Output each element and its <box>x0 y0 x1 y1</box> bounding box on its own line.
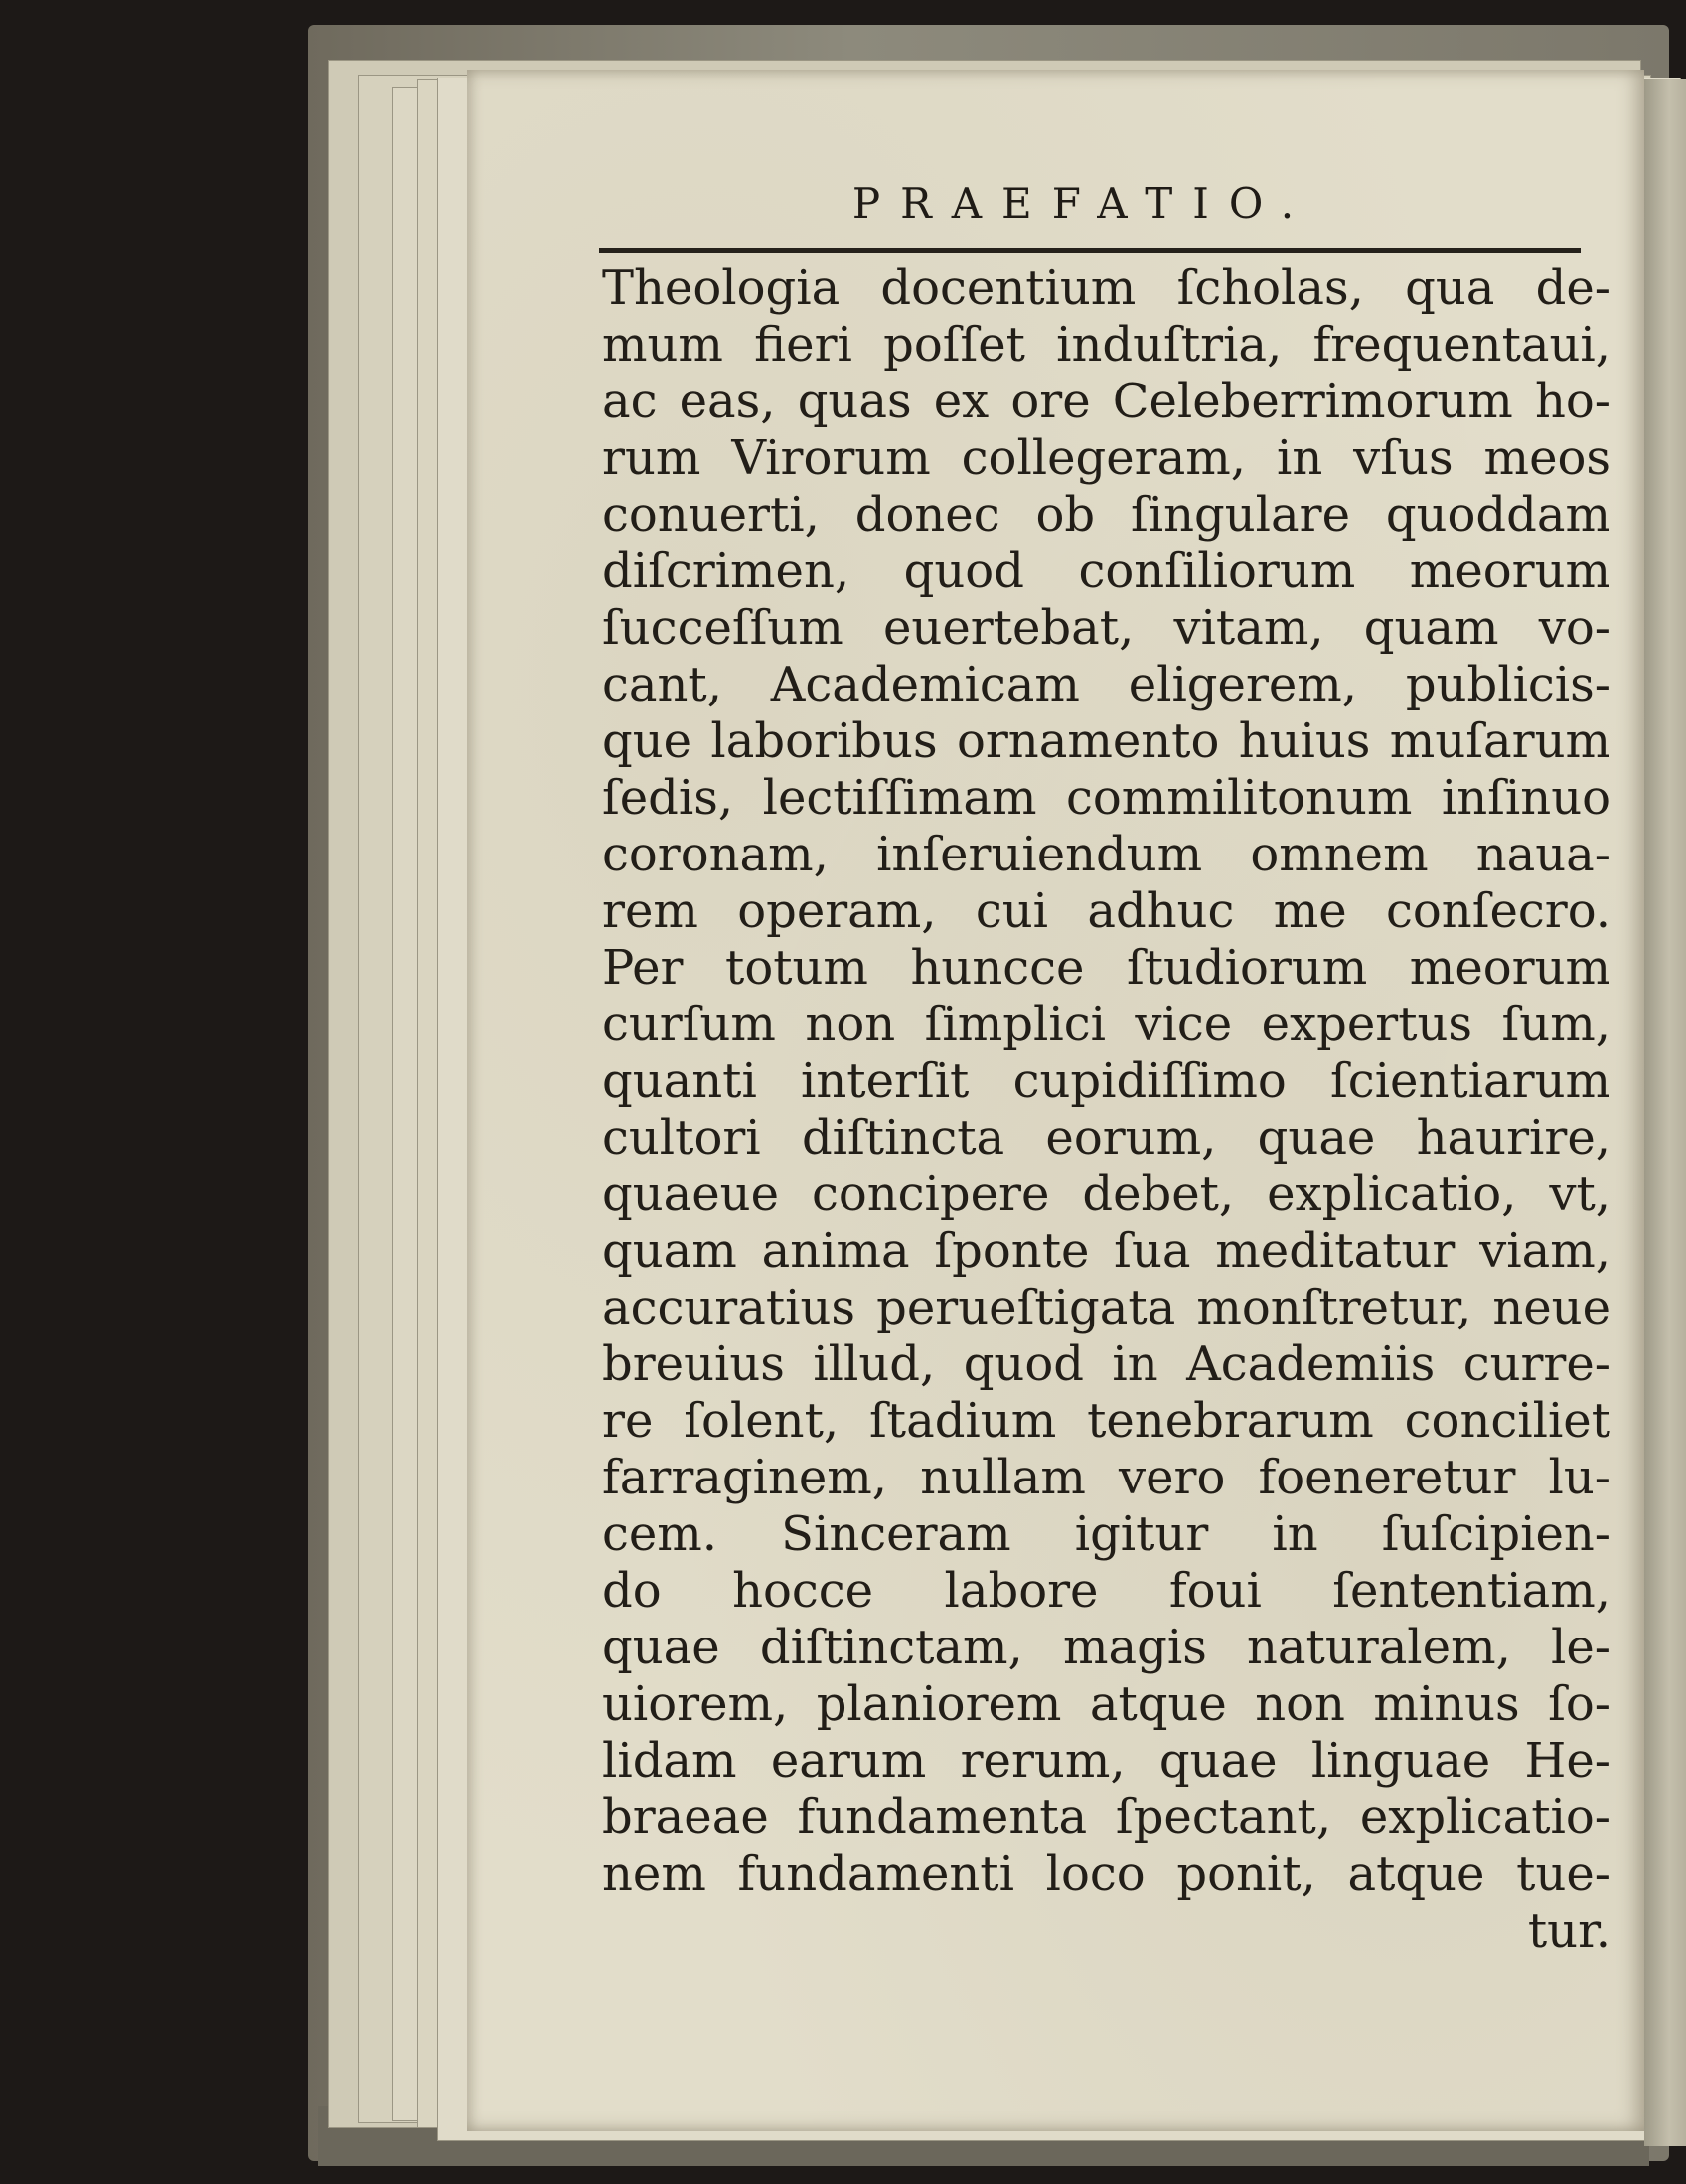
text-line: rum Virorum collegeram, in vſus meos <box>602 430 1610 486</box>
text-line: braeae fundamenta ſpectant, explicatio- <box>602 1790 1610 1845</box>
text-line: Theologia docentium ſcholas, qua de- <box>602 260 1610 316</box>
text-line: re ſolent, ſtadium tenebrarum conciliet <box>602 1393 1610 1449</box>
text-line: coronam, inſeruiendum omnem naua- <box>602 827 1610 882</box>
text-line: curſum non ſimplici vice expertus ſum, <box>602 997 1610 1052</box>
text-line: conuerti, donec ob ſingulare quoddam <box>602 487 1610 543</box>
text-line: quanti interſit cupidiſſimo ſcientiarum <box>602 1053 1610 1109</box>
text-line: ſucceſſum euertebat, vitam, quam vo- <box>602 600 1610 656</box>
text-line: uiorem, planiorem atque non minus ſo- <box>602 1676 1610 1732</box>
text-line: quae diſtinctam, magis naturalem, le- <box>602 1620 1610 1675</box>
text-line: cultori diſtincta eorum, quae haurire, <box>602 1110 1610 1166</box>
text-line: rem operam, cui adhuc me conſecro. <box>602 883 1610 939</box>
text-line: cem. Sinceram igitur in ſuſcipien- <box>602 1506 1610 1562</box>
text-line: ſedis, lectiſſimam commilitonum inſinuo <box>602 770 1610 826</box>
text-line: ac eas, quas ex ore Celeberrimorum ho- <box>602 374 1610 429</box>
text-line: do hocce labore foui ſententiam, <box>602 1563 1610 1619</box>
text-line: breuius illud, quod in Academiis curre- <box>602 1336 1610 1392</box>
text-line: quaeue concipere debet, explicatio, vt, <box>602 1167 1610 1222</box>
text-line: accuratius perueſtigata monſtretur, neue <box>602 1280 1610 1335</box>
text-line: farraginem, nullam vero foeneretur lu- <box>602 1450 1610 1505</box>
text-line: quam anima ſponte ſua meditatur viam, <box>602 1223 1610 1279</box>
body-text <box>602 260 1610 1959</box>
text-line: mum fieri poſſet induſtria, frequentaui, <box>602 317 1610 373</box>
text-line: Per totum huncce ſtudiorum meorum <box>602 940 1610 996</box>
header-rule <box>599 248 1581 253</box>
text-line: cant, Academicam eligerem, publicis- <box>602 657 1610 712</box>
catchword: tur. <box>1527 1903 1610 1958</box>
text-line: que laboribus ornamento huius muſarum <box>602 713 1610 769</box>
text-line: nem fundamenti loco ponit, atque tue- <box>602 1846 1610 1902</box>
facing-page-edge <box>1644 79 1686 2146</box>
text-line: diſcrimen, quod conſiliorum meorum <box>602 544 1610 599</box>
running-head: PRAEFATIO. <box>851 179 1314 228</box>
text-line: lidam earum rerum, quae linguae He- <box>602 1733 1610 1789</box>
